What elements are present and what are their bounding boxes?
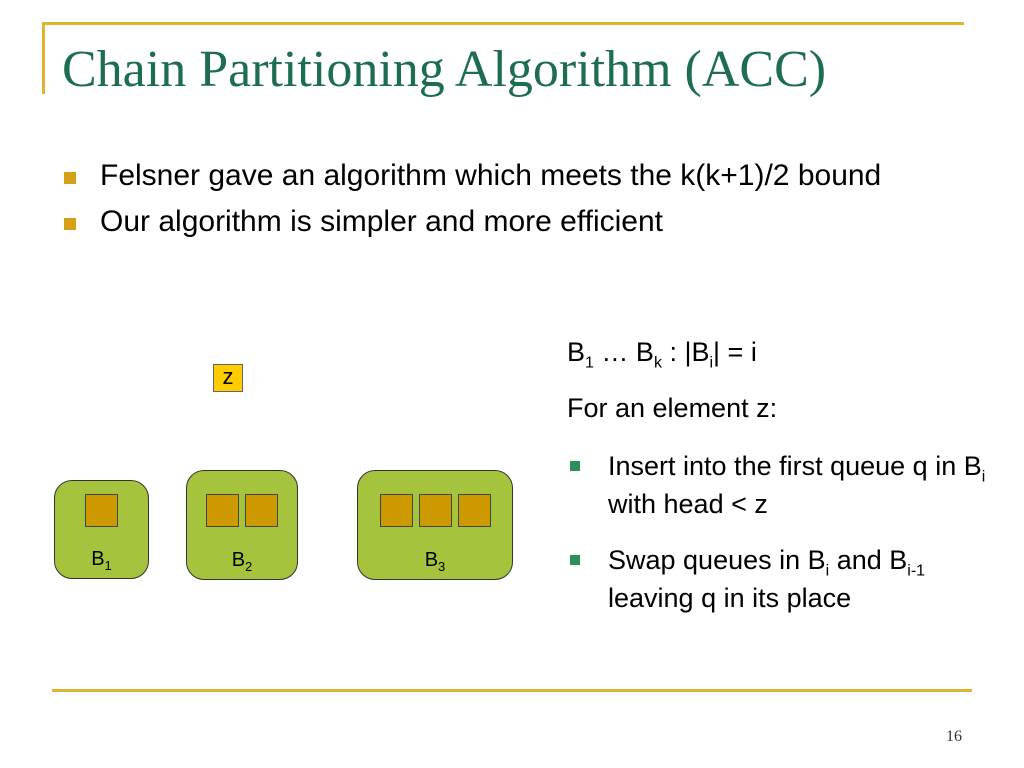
square-bullet-icon bbox=[570, 461, 580, 471]
step-list bbox=[567, 447, 1007, 617]
bucket-b1 bbox=[54, 480, 149, 579]
bullet-text: Our algorithm is simpler and more efficient bbox=[100, 205, 663, 238]
bucket-definition: $B_1$ … $B_k$ : $|B_i| = i$ bbox=[567, 337, 757, 372]
bullet-text: Felsner gave an algorithm which meets the k(k+1)/2 bound bbox=[100, 159, 882, 192]
element-z-box: z bbox=[213, 364, 243, 392]
frame-left-rule bbox=[42, 22, 45, 94]
frame-top-rule bbox=[42, 22, 964, 25]
bullet-item bbox=[62, 204, 972, 240]
bucket-b3 bbox=[357, 470, 513, 580]
step-item: Insert into the first queue q in $B_i$ with head < z bbox=[567, 447, 1007, 523]
queue-slot bbox=[245, 494, 278, 527]
footer-rule bbox=[52, 689, 972, 692]
step-item: Swap queues in $B_i$ and $B_{i-1}$ leaving q in its place bbox=[567, 541, 1007, 617]
queue-slot bbox=[85, 494, 118, 527]
queue-slots bbox=[358, 494, 512, 527]
slide-number: 16 bbox=[946, 728, 962, 745]
square-bullet-icon bbox=[64, 172, 76, 184]
queue-slot bbox=[380, 494, 413, 527]
queue-slots bbox=[187, 494, 297, 527]
bucket-label: $B_2$ bbox=[231, 549, 253, 574]
queue-slot bbox=[419, 494, 452, 527]
square-bullet-icon bbox=[570, 555, 580, 565]
queue-slot bbox=[458, 494, 491, 527]
slide-title: Chain Partitioning Algorithm (ACC) bbox=[62, 41, 827, 98]
bullet-list bbox=[62, 158, 972, 250]
algorithm-panel bbox=[567, 335, 1007, 635]
intro-text: For an element z: bbox=[567, 393, 778, 423]
square-bullet-icon bbox=[64, 218, 76, 230]
bullet-item bbox=[62, 158, 972, 194]
bucket-label: $B_3$ bbox=[424, 549, 446, 574]
bucket-label: $B_1$ bbox=[91, 548, 112, 573]
queue-slot bbox=[206, 494, 239, 527]
queue-slots bbox=[55, 494, 148, 527]
bucket-b2 bbox=[186, 470, 298, 580]
